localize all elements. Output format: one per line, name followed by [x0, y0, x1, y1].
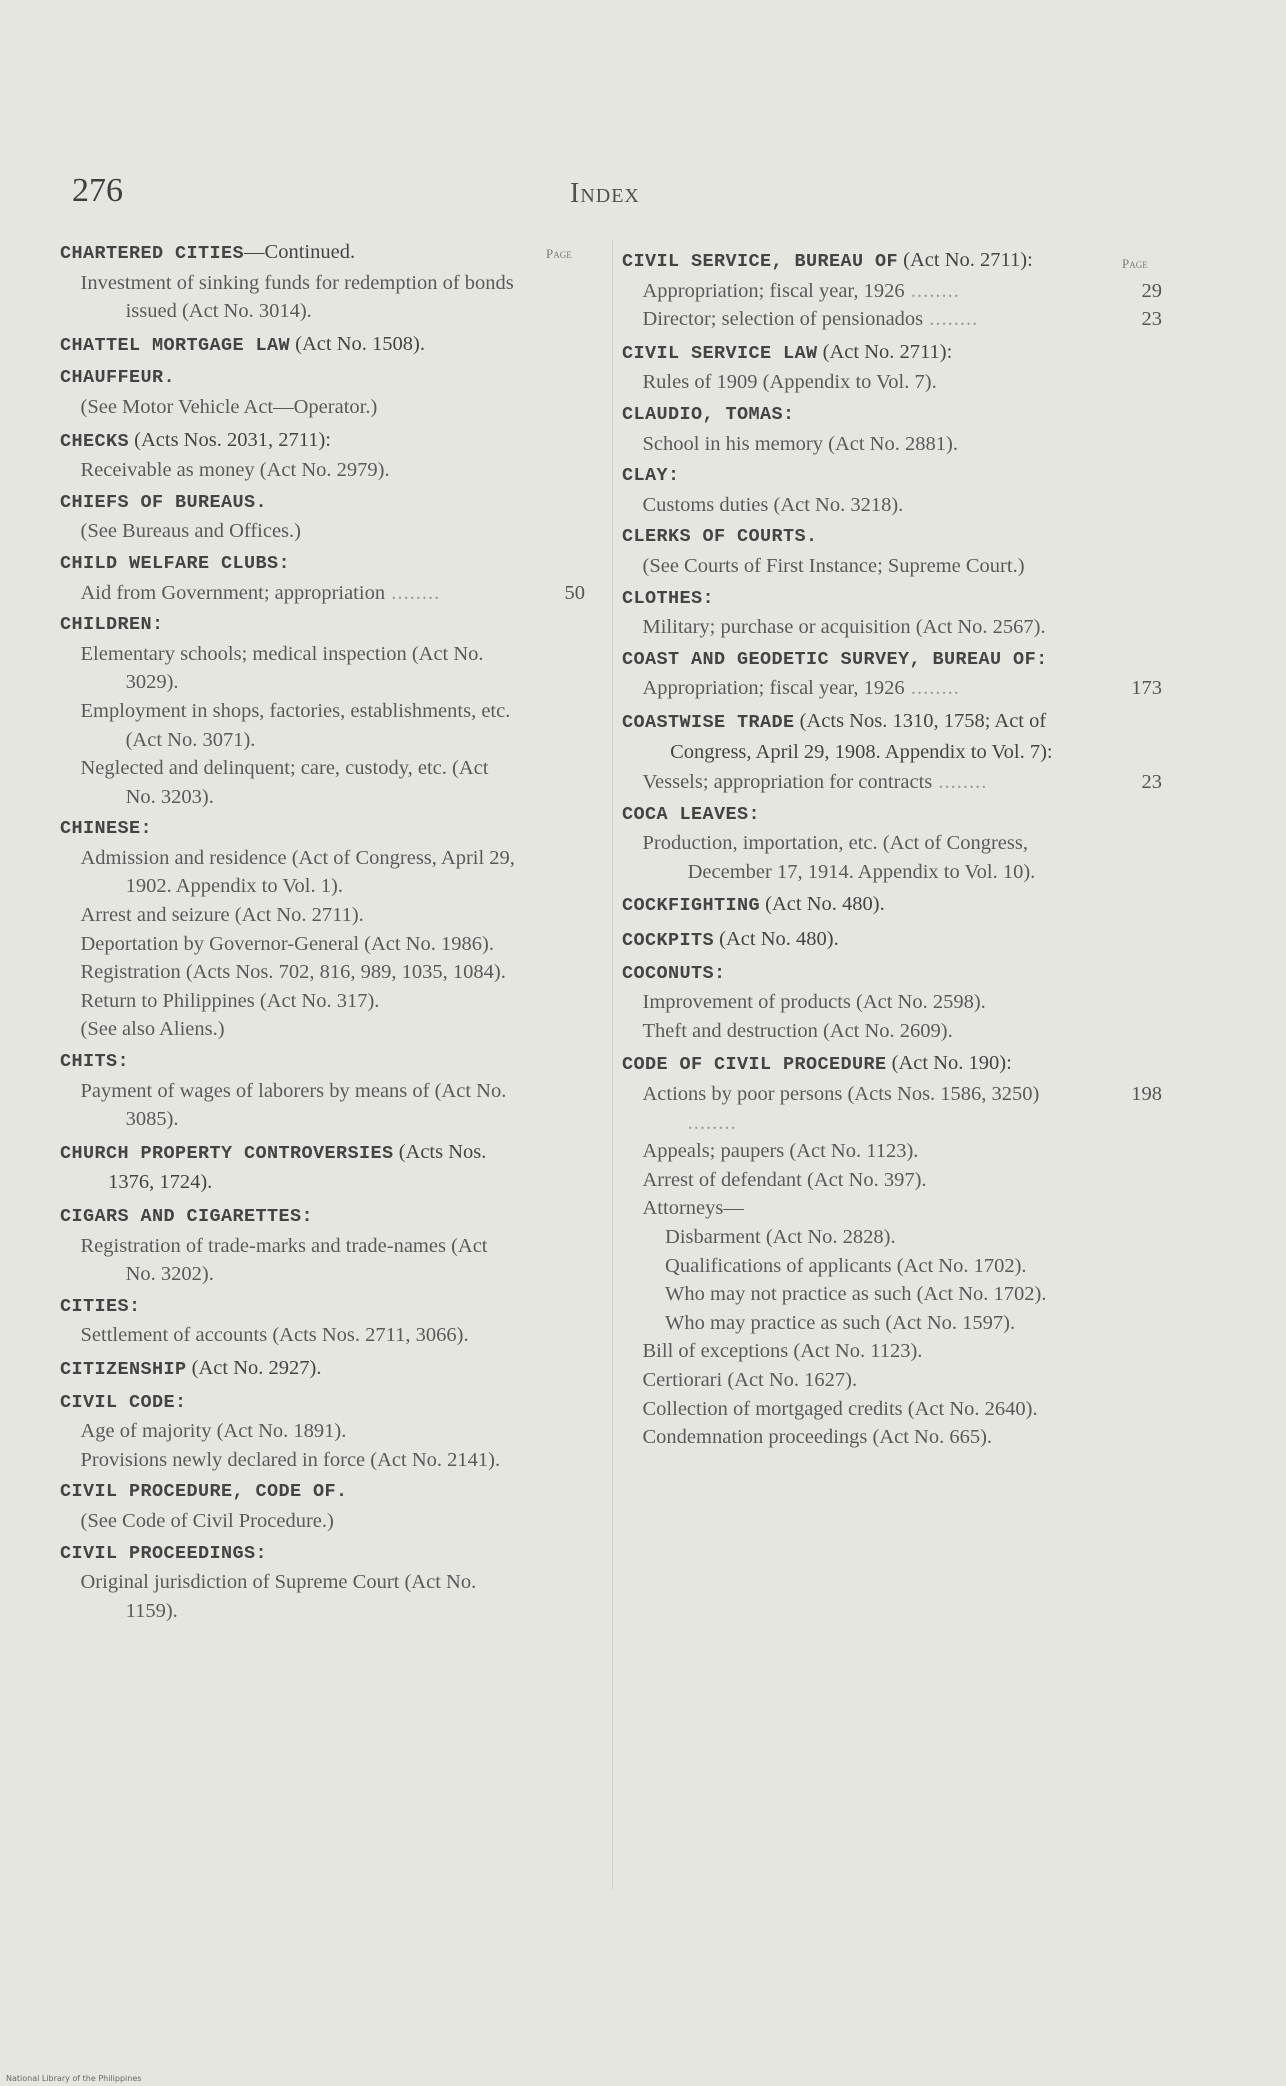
sub-entry [622, 491, 1092, 520]
index-entry [60, 426, 515, 485]
sub-entry-text: Vessels; appropriation for contracts ..... [643, 771, 988, 793]
sub-entry [60, 1446, 515, 1475]
entry-heading [622, 925, 1092, 956]
sub-entry [622, 1395, 1092, 1424]
index-entry [60, 1389, 515, 1475]
sub-entry [60, 269, 515, 326]
index-entry [60, 1354, 515, 1385]
entry-heading-text: CLAUDIO, TOMAS: [622, 403, 795, 425]
sub-entry-text: Condemnation proceedings (Act No. 665). [642, 1426, 993, 1449]
sub-entry-text: Neglected and delinquent; care, custody, etc. (Act No. 3203). [80, 757, 489, 808]
sub-entry-text: (See Courts of First Instance; Supreme Court.) [642, 554, 1025, 577]
sub-entry-text: Original jurisdiction of Supreme Court (Act No. 1159). [80, 1571, 477, 1622]
entry-heading [60, 1138, 515, 1199]
page-reference: 29 [1141, 279, 1162, 302]
sub-entry-text: Registration (Acts Nos. 702, 816, 989, 1035, 1084). [80, 961, 506, 984]
entry-heading-text: CIVIL PROCEDURE, CODE OF. [60, 1481, 348, 1503]
index-entry [622, 890, 1092, 921]
entry-heading-text: CHECKS [60, 430, 130, 452]
entry-heading-suffix: —Continued. [244, 241, 356, 263]
entry-heading-suffix: (Act No. 2711): [817, 340, 953, 363]
index-entry [622, 1049, 1162, 1451]
sub-entry-text: (See also Aliens.) [80, 1018, 225, 1041]
sub-entry [622, 277, 1162, 306]
sub-entry [60, 930, 515, 959]
entry-heading-text: CIVIL SERVICE, BUREAU OF [622, 251, 899, 272]
entry-heading [622, 523, 1092, 552]
sub-entry [622, 1166, 1092, 1195]
page-number: 276 [72, 172, 123, 209]
entry-heading-text: CHAUFFEUR. [60, 367, 176, 389]
sub-entry-text: Production, importation, etc. (Act of Congress, December 17, 1914. Appendix to Vol. 10). [642, 832, 1036, 883]
entry-heading [622, 801, 1092, 830]
entry-heading-suffix: (Act No. 2927). [186, 1356, 322, 1379]
sub-entry [60, 640, 515, 697]
sub-entry-text: School in his memory (Act No. 2881). [642, 432, 958, 455]
entry-heading-suffix: (Act No. 480). [714, 928, 839, 951]
entry-heading [60, 1478, 515, 1507]
index-entry [60, 330, 515, 361]
entry-heading-text: CLERKS OF COURTS. [622, 526, 818, 548]
sub-entry [622, 305, 1162, 334]
entry-heading-text: CIVIL PROCEEDINGS: [60, 1542, 268, 1564]
sub-entry [622, 1080, 1162, 1137]
sub-entry [60, 1568, 515, 1625]
sub-entry [60, 987, 515, 1016]
entry-heading-suffix: (Acts Nos. 1376, 1724). [108, 1140, 487, 1194]
page-reference: 198 [1131, 1083, 1162, 1106]
sub-entry-text: Employment in shops, factories, establishments, etc. (Act No. 3071). [80, 699, 511, 751]
sub-entry-text: Director; selection of pensionados ..... [643, 308, 979, 330]
sub-entry [60, 844, 515, 901]
entry-heading [60, 1293, 515, 1322]
sub-entry-text: Improvement of products (Act No. 2598). [642, 991, 986, 1014]
index-entry [622, 462, 1092, 519]
sub-entry-text: (See Bureaus and Offices.) [80, 520, 301, 543]
entry-heading-text: CITIZENSHIP [60, 1358, 187, 1380]
entry-heading [60, 238, 515, 269]
entry-heading [622, 960, 1092, 989]
entry-heading-text: COCA LEAVES: [622, 803, 761, 825]
sub-entry [622, 1280, 1092, 1309]
index-entry [622, 523, 1092, 580]
sub-entry-text: Appropriation; fiscal year, 1926 ..... [643, 280, 960, 302]
entry-heading [622, 1049, 1092, 1080]
sub-entry-text: Deportation by Governor-General (Act No. 1986). [80, 932, 494, 955]
entry-heading-suffix: (Act No. 190): [886, 1052, 1012, 1075]
entry-heading-text: CLAY: [622, 465, 680, 487]
index-entry [60, 364, 515, 421]
sub-entry [622, 1309, 1092, 1338]
sub-entry-text: Theft and destruction (Act No. 2609). [642, 1019, 953, 1042]
sub-entry-text: Appropriation; fiscal year, 1926 ..... [643, 677, 960, 699]
sub-entry [622, 1017, 1092, 1046]
sub-entry [622, 1423, 1092, 1452]
index-entry [60, 489, 515, 546]
index-entry [60, 1540, 515, 1626]
entry-heading-text: CIVIL SERVICE LAW [622, 342, 818, 364]
sub-entry-text: Elementary schools; medical inspection (Act No. 3029). [80, 642, 484, 694]
entry-heading [622, 462, 1092, 491]
index-entry [622, 707, 1162, 797]
sub-entry-text: Customs duties (Act No. 3218). [642, 493, 904, 516]
page-reference: 50 [564, 581, 585, 604]
sub-entry-text: Admission and residence (Act of Congress, April 29, 1902. Appendix to Vol. 1). [80, 846, 515, 898]
entry-heading [622, 890, 1092, 921]
page-reference: 23 [1141, 771, 1162, 794]
entry-heading-text: CHATTEL MORTGAGE LAW [60, 334, 291, 356]
index-entry [622, 401, 1092, 458]
index-entry [60, 1478, 515, 1535]
sub-entry [622, 988, 1092, 1017]
sub-entry [60, 901, 515, 930]
sub-entry-text: Certiorari (Act No. 1627). [642, 1368, 858, 1391]
entry-heading-text: CHILDREN: [60, 614, 164, 636]
entry-heading [60, 1540, 515, 1569]
entry-heading [60, 489, 515, 518]
sub-entry [60, 1417, 515, 1446]
entry-heading-suffix: (Acts Nos. 2031, 2711): [129, 428, 331, 451]
sub-entry [60, 1077, 515, 1134]
index-entry [622, 801, 1092, 887]
sub-entry-text: Rules of 1909 (Appendix to Vol. 7). [642, 371, 937, 394]
entry-heading-text: CHARTERED CITIES [60, 243, 245, 264]
entry-heading-text: CLOTHES: [622, 587, 715, 609]
sub-entry [60, 1507, 515, 1536]
entry-heading [622, 646, 1092, 675]
index-entry [622, 585, 1092, 642]
page-reference: 173 [1131, 677, 1162, 700]
entry-heading-text: CHIEFS OF BUREAUS. [60, 491, 268, 513]
sub-entry [622, 1194, 1092, 1223]
sub-entry-text: Disbarment (Act No. 2828). [665, 1226, 896, 1248]
sub-entry-text: Return to Philippines (Act No. 317). [80, 989, 380, 1012]
page-column-label-left: Page [546, 246, 572, 261]
sub-entry [60, 697, 515, 754]
sub-entry [622, 829, 1092, 886]
sub-entry-text: Actions by poor persons (Acts Nos. 1586, 3250) ..... [643, 1083, 1040, 1134]
sub-entry-text: Bill of exceptions (Act No. 1123). [642, 1340, 923, 1363]
index-entry [60, 1203, 515, 1289]
sub-entry [622, 1252, 1092, 1281]
entry-heading-suffix: (Act No. 2711): [898, 249, 1033, 271]
index-entry [60, 611, 515, 811]
sub-entry [622, 1223, 1092, 1252]
index-entry [60, 815, 515, 1044]
sub-entry [622, 1137, 1092, 1166]
sub-entry [622, 368, 1092, 397]
entry-heading-text: COAST AND GEODETIC SURVEY, BUREAU OF: [622, 648, 1048, 670]
sub-entry [60, 1015, 515, 1044]
entry-heading-text: CIGARS AND CIGARETTES: [60, 1206, 314, 1227]
sub-entry [622, 768, 1162, 797]
index-entry [622, 338, 1092, 397]
entry-heading [60, 1048, 515, 1077]
running-head: Index [570, 178, 640, 209]
sub-entry-text: Military; purchase or acquisition (Act No. 2567). [642, 616, 1046, 639]
entry-heading-text: CIVIL CODE: [60, 1391, 187, 1413]
sub-entry [60, 1321, 515, 1350]
sub-entry-text: Registration of trade-marks and trade-names (Act No. 3202). [80, 1234, 488, 1286]
sub-entry [60, 754, 515, 811]
entry-heading [60, 364, 515, 393]
entry-heading-text: CHINESE: [60, 818, 153, 840]
footer-note: National Library of the Philippines [6, 2074, 142, 2083]
entry-heading [60, 815, 515, 844]
index-entry [622, 646, 1162, 703]
sub-entry [622, 613, 1092, 642]
sub-entry-text: Arrest of defendant (Act No. 397). [642, 1168, 927, 1191]
entry-heading [60, 1203, 515, 1232]
entry-heading [622, 338, 1092, 369]
sub-entry-text: Attorneys— [642, 1197, 744, 1220]
entry-heading-suffix: (Act No. 480). [760, 893, 885, 916]
entry-heading-text: COCKFIGHTING [622, 895, 761, 917]
column-divider [612, 240, 613, 1890]
entry-heading [622, 246, 1092, 277]
page-reference: 23 [1141, 308, 1162, 331]
index-entry [60, 1138, 515, 1199]
entry-heading-text: COCKPITS [622, 930, 715, 952]
sub-entry [60, 393, 515, 422]
sub-entry-text: Payment of wages of laborers by means of (Act No. 3085). [80, 1079, 507, 1131]
entry-heading-text: COCONUTS: [622, 962, 726, 984]
sub-entry [622, 430, 1092, 459]
index-entry [60, 1048, 515, 1134]
sub-entry [622, 1366, 1092, 1395]
sub-entry-text: (See Motor Vehicle Act—Operator.) [80, 395, 378, 418]
entry-heading [622, 707, 1092, 768]
entry-heading [60, 611, 515, 640]
sub-entry [622, 674, 1162, 703]
entry-heading-text: COASTWISE TRADE [622, 711, 795, 733]
sub-entry [622, 552, 1092, 581]
sub-entry-text: Who may practice as such (Act No. 1597). [665, 1311, 1016, 1334]
entry-heading [60, 1389, 515, 1418]
sub-entry-text: Who may not practice as such (Act No. 1702). [665, 1283, 1047, 1306]
index-entry [60, 1293, 515, 1350]
sub-entry-text: Provisions newly declared in force (Act No. 2141). [80, 1448, 501, 1471]
sub-entry-text: Arrest and seizure (Act No. 2711). [80, 904, 364, 927]
sub-entry-text: Collection of mortgaged credits (Act No. 2640). [642, 1397, 1038, 1420]
entry-heading [60, 330, 515, 361]
entry-heading [60, 550, 515, 579]
entry-heading-suffix: (Acts Nos. 1310, 1758; Act of Congress, April 29, 1908. Appendix to Vol. 7): [670, 709, 1053, 763]
entry-heading [622, 585, 1092, 614]
index-entry [60, 550, 585, 607]
entry-heading-text: CODE OF CIVIL PROCEDURE [622, 1054, 887, 1076]
sub-entry-text: Aid from Government; appropriation ..... [81, 582, 441, 604]
sub-entry-text: Age of majority (Act No. 1891). [80, 1420, 347, 1443]
index-entry [622, 960, 1092, 1046]
index-entry [60, 238, 515, 326]
entry-heading-suffix: (Act No. 1508). [290, 332, 425, 355]
entry-heading-text: CHURCH PROPERTY CONTROVERSIES [60, 1142, 394, 1164]
sub-entry [60, 579, 585, 608]
sub-entry [60, 456, 515, 485]
sub-entry-text: Qualifications of applicants (Act No. 1702). [665, 1254, 1027, 1277]
entry-heading-text: CHITS: [60, 1051, 130, 1073]
entry-heading-text: CHILD WELFARE CLUBS: [60, 552, 291, 574]
sub-entry-text: Investment of sinking funds for redemption of bonds issued (Act No. 3014). [80, 271, 514, 323]
entry-heading [622, 401, 1092, 430]
index-entry [622, 925, 1092, 956]
sub-entry [60, 958, 515, 987]
sub-entry-text: (See Code of Civil Procedure.) [80, 1509, 334, 1532]
sub-entry-text: Appeals; paupers (Act No. 1123). [642, 1140, 919, 1163]
sub-entry-text: Receivable as money (Act No. 2979). [80, 459, 390, 482]
page-column-label-right: Page [1122, 256, 1148, 271]
entry-heading [60, 426, 515, 457]
sub-entry [60, 1232, 515, 1289]
sub-entry [60, 517, 515, 546]
sub-entry [622, 1337, 1092, 1366]
sub-entry-text: Settlement of accounts (Acts Nos. 2711, 3066). [80, 1324, 469, 1347]
entry-heading-text: CITIES: [60, 1295, 141, 1317]
entry-heading [60, 1354, 515, 1385]
